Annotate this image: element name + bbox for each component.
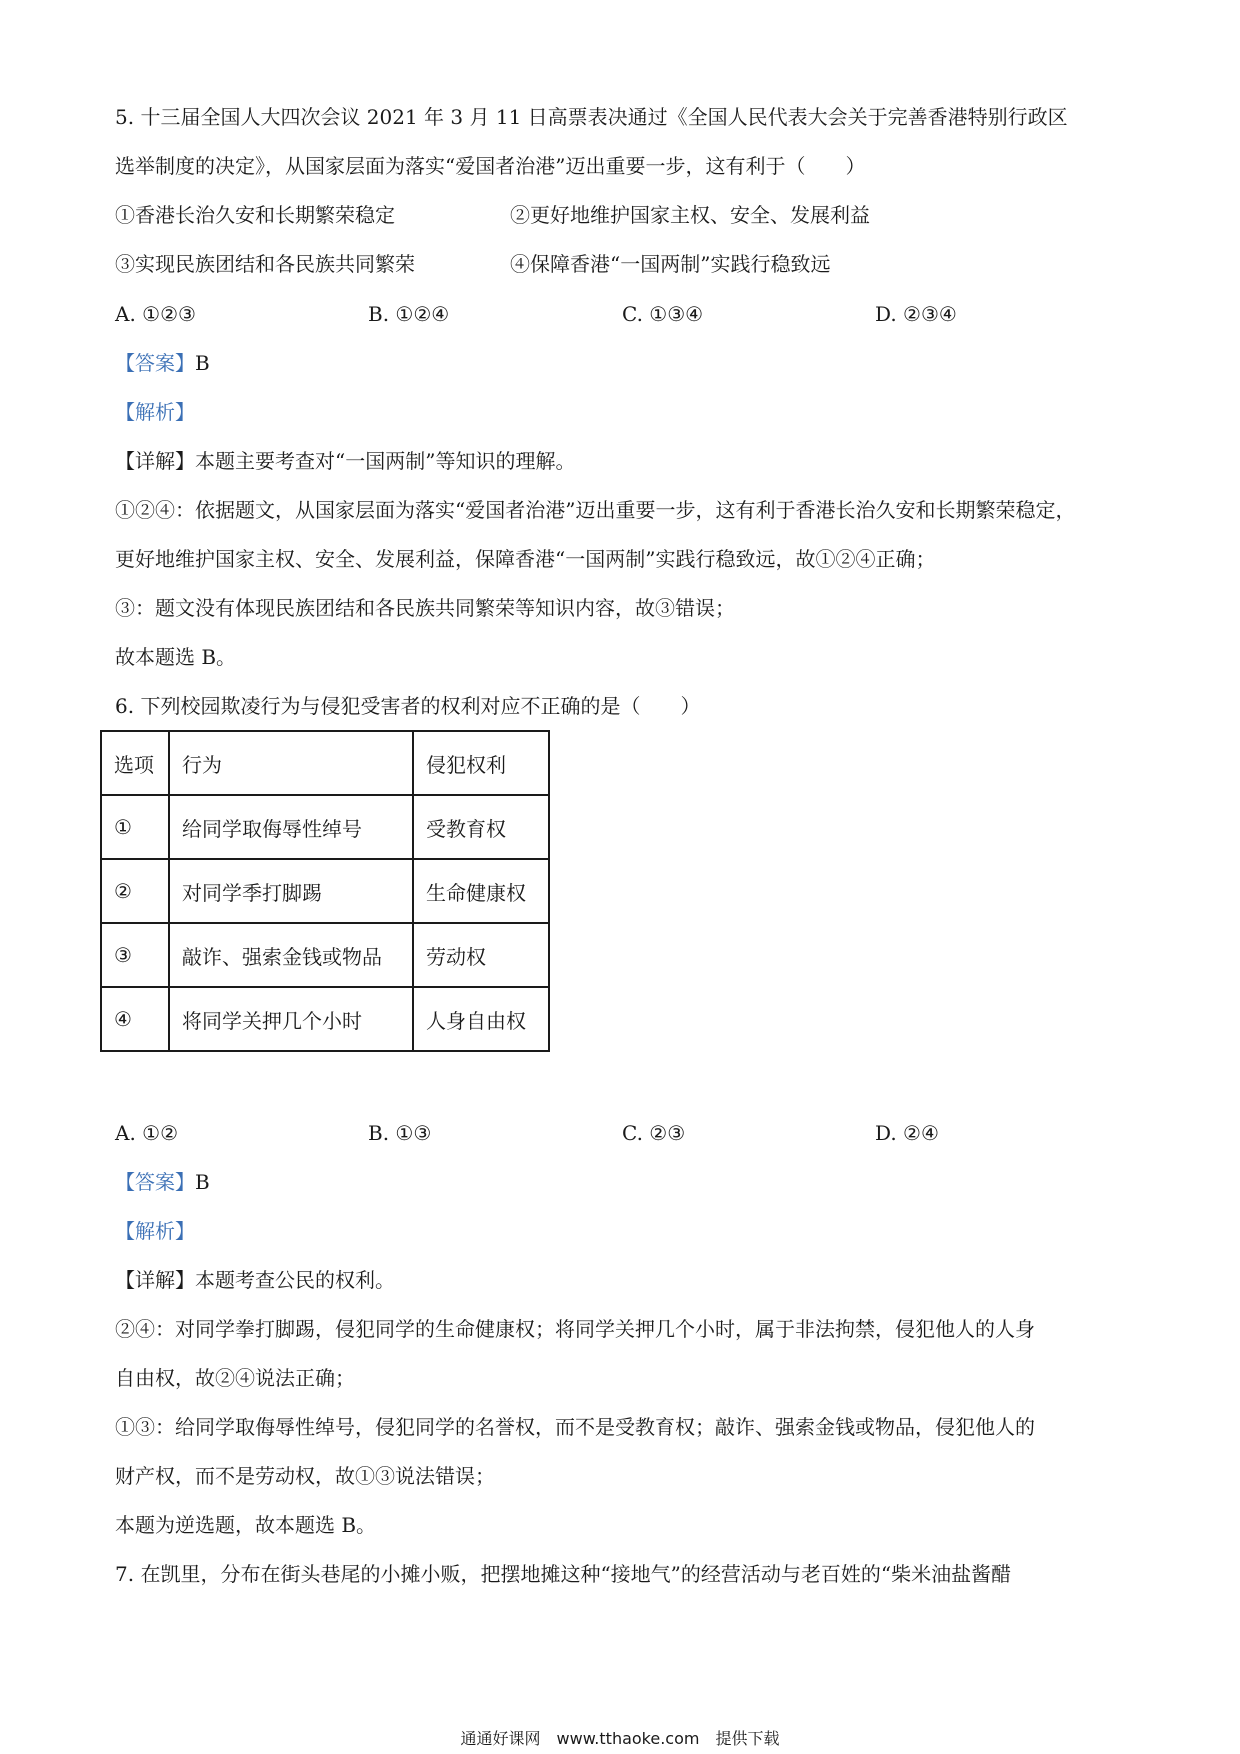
- q5-stem-line1: 5. 十三届全国人大四次会议 2021 年 3 月 11 日高票表决通过《全国人民代表大会关于完善香港特别行政区: [115, 105, 1068, 129]
- q5-statement-2: ②更好地维护国家主权、安全、发展利益: [510, 203, 870, 227]
- q5-answer: [115, 349, 210, 377]
- q6-option-c: C. ②③: [622, 1121, 686, 1145]
- answer-value: B: [195, 351, 210, 375]
- q5-detail: [115, 447, 575, 475]
- table-header-cell: 侵犯权利: [413, 731, 549, 795]
- q5-option-c: C. ①③④: [622, 302, 704, 326]
- q5-statement-4: ④保障香港“一国两制”实践行稳致远: [510, 252, 831, 276]
- table-cell: 将同学关押几个小时: [169, 987, 413, 1051]
- q6-stem: 6. 下列校园欺凌行为与侵犯受害者的权利对应不正确的是（ ）: [115, 694, 701, 718]
- detail-text: 本题主要考查对“一国两制”等知识的理解。: [195, 449, 576, 473]
- table-cell: ③: [101, 923, 169, 987]
- table-cell: 劳动权: [413, 923, 549, 987]
- table-row: [101, 923, 549, 987]
- q6-detail: [115, 1266, 395, 1294]
- table-row: [101, 987, 549, 1051]
- q5-analysis-tag: 【解析】: [115, 400, 195, 424]
- q6-option-d: D. ②④: [875, 1121, 939, 1145]
- q6-option-a: A. ①②: [115, 1121, 179, 1145]
- q5-explanation-2: 更好地维护国家主权、安全、发展利益，保障香港“一国两制”实践行稳致远，故①②④正确；: [115, 547, 936, 571]
- q5-statement-3: ③实现民族团结和各民族共同繁荣: [115, 252, 415, 276]
- table-header-row: [101, 731, 549, 795]
- q5-stem-line2: 选举制度的决定》，从国家层面为落实“爱国者治港”迈出重要一步，这有利于（ ）: [115, 154, 866, 178]
- answer-tag: 【答案】: [115, 1170, 195, 1194]
- table-row: [101, 859, 549, 923]
- q5-option-d: D. ②③④: [875, 302, 957, 326]
- table-cell: ①: [101, 795, 169, 859]
- q6-explanation-4: 财产权，而不是劳动权，故①③说法错误；: [115, 1464, 495, 1488]
- table-cell: 受教育权: [413, 795, 549, 859]
- table-cell: 敲诈、强索金钱或物品: [169, 923, 413, 987]
- answer-value: B: [195, 1170, 210, 1194]
- q5-explanation-1: ①②④：依据题文，从国家层面为落实“爱国者治港”迈出重要一步，这有利于香港长治久安和长期繁荣稳定，: [115, 498, 1076, 522]
- table-cell: 给同学取侮辱性绰号: [169, 795, 413, 859]
- table-header-cell: 行为: [169, 731, 413, 795]
- q6-explanation-1: ②④：对同学拳打脚踢，侵犯同学的生命健康权；将同学关押几个小时，属于非法拘禁，侵犯他人的人身: [115, 1317, 1035, 1341]
- table-cell: ②: [101, 859, 169, 923]
- page-footer: 通通好课网 www.tthaoke.com 提供下载: [460, 1729, 780, 1748]
- q6-explanation-2: 自由权，故②④说法正确；: [115, 1366, 355, 1390]
- q6-explanation-3: ①③：给同学取侮辱性绰号，侵犯同学的名誉权，而不是受教育权；敲诈、强索金钱或物品，侵犯他人的: [115, 1415, 1035, 1439]
- table-cell: 人身自由权: [413, 987, 549, 1051]
- detail-tag: 【详解】: [115, 1268, 195, 1292]
- q7-stem-line1: 7. 在凯里，分布在街头巷尾的小摊小贩，把摆地摊这种“接地气”的经营活动与老百姓的“柴米油盐酱醋: [115, 1562, 1012, 1586]
- answer-tag: 【答案】: [115, 351, 195, 375]
- detail-tag: 【详解】: [115, 449, 195, 473]
- q6-analysis-tag: 【解析】: [115, 1219, 195, 1243]
- q5-option-b: B. ①②④: [368, 302, 450, 326]
- q5-option-a: A. ①②③: [115, 302, 196, 326]
- q5-statement-1: ①香港长治久安和长期繁荣稳定: [115, 203, 395, 227]
- table-header-cell: 选项: [101, 731, 169, 795]
- q5-explanation-4: 故本题选 B。: [115, 645, 237, 669]
- table-cell: ④: [101, 987, 169, 1051]
- table-row: [101, 795, 549, 859]
- table-cell: 生命健康权: [413, 859, 549, 923]
- q6-explanation-5: 本题为逆选题，故本题选 B。: [115, 1513, 377, 1537]
- q5-explanation-3: ③：题文没有体现民族团结和各民族共同繁荣等知识内容，故③错误；: [115, 596, 735, 620]
- detail-text: 本题考查公民的权利。: [195, 1268, 395, 1292]
- rights-table: [100, 730, 550, 1052]
- q6-answer: [115, 1168, 210, 1196]
- table-cell: 对同学季打脚踢: [169, 859, 413, 923]
- q6-option-b: B. ①③: [368, 1121, 432, 1145]
